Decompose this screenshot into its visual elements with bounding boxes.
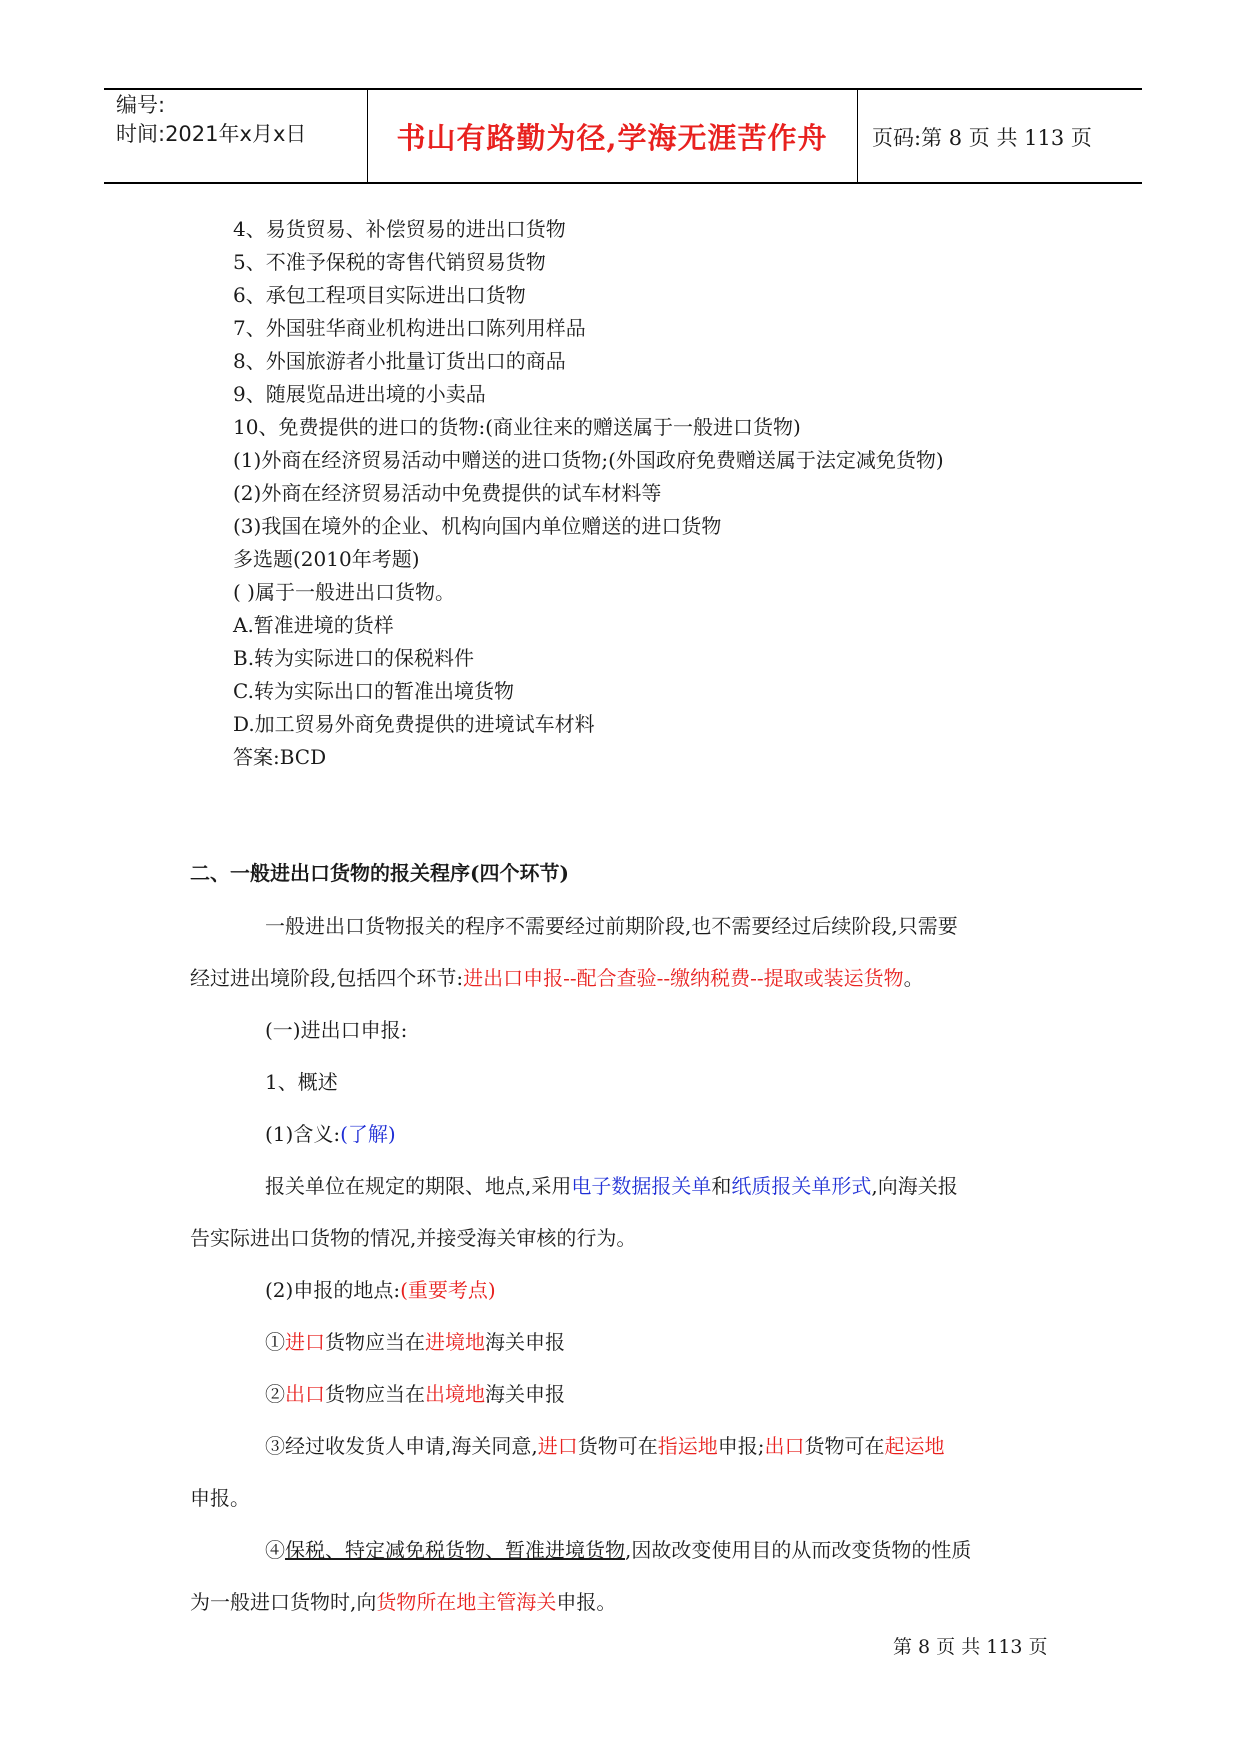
question-answer: 答案:BCD	[233, 745, 327, 769]
list-item: (2)外商在经济贸易活动中免费提供的试车材料等	[233, 481, 662, 505]
definition-highlight: 纸质报关单形式	[731, 1174, 872, 1198]
place-label-line	[265, 1274, 496, 1303]
place-item-3-cont: 申报。	[190, 1486, 250, 1510]
serial-label: 编号:	[116, 93, 166, 117]
definition-text: 和	[711, 1174, 732, 1198]
intro-line-1: 一般进出口货物报关的程序不需要经过前期阶段,也不需要经过后续阶段,只需要	[265, 914, 958, 938]
place-note: (重要考点)	[400, 1278, 496, 1302]
list-item: (3)我国在境外的企业、机构向国内单位赠送的进口货物	[233, 514, 722, 538]
point-title: 1、概述	[265, 1070, 338, 1094]
header-meta	[116, 91, 306, 149]
definition-text: ,向海关报	[871, 1174, 958, 1198]
place-highlight: 出口	[764, 1434, 805, 1458]
procedure-steps: 进出口申报--配合查验--缴纳税费--提取或装运货物	[463, 966, 904, 990]
place-text: ②	[265, 1382, 285, 1406]
place-highlight: 出口	[285, 1382, 325, 1406]
place-text: 货物应当在	[325, 1382, 425, 1406]
header-divider-right	[857, 89, 858, 183]
place-text: ③经过收发货人申请,海关同意,	[265, 1434, 538, 1458]
intro-line-2	[190, 962, 924, 991]
header-top-rule	[104, 88, 1142, 90]
definition-line-1	[265, 1170, 958, 1199]
definition-label: (1)含义:	[265, 1122, 341, 1146]
place-highlight: 出境地	[425, 1382, 485, 1406]
place-text: 申报;	[717, 1434, 765, 1458]
list-item: 5、不准予保税的寄售代销贸易货物	[233, 250, 546, 274]
place-text: 申报。	[556, 1590, 617, 1614]
place-label: (2)申报的地点:	[265, 1278, 401, 1302]
place-text: 货物可在	[804, 1434, 885, 1458]
section-heading: 二、一般进出口货物的报关程序(四个环节)	[190, 861, 569, 885]
place-highlight: 进口	[537, 1434, 578, 1458]
place-text: ①	[265, 1330, 285, 1354]
list-item: 8、外国旅游者小批量订货出口的商品	[233, 349, 566, 373]
list-item: 6、承包工程项目实际进出口货物	[233, 283, 526, 307]
list-item: 10、免费提供的进口的货物:(商业往来的赠送属于一般进口货物)	[233, 415, 801, 439]
place-text: 海关申报	[485, 1382, 565, 1406]
subsection-title: (一)进出口申报:	[265, 1018, 408, 1042]
place-underlined: 保税、特定减免税货物、暂准进境货物	[285, 1538, 625, 1562]
list-item: 7、外国驻华商业机构进出口陈列用样品	[233, 316, 586, 340]
place-item-3	[265, 1430, 944, 1459]
header-page-label: 页码:第 8 页 共 113 页	[872, 126, 1092, 150]
page-footer: 第 8 页 共 113 页	[893, 1636, 1048, 1658]
place-item-4-cont	[190, 1586, 616, 1615]
list-item: (1)外商在经济贸易活动中赠送的进口货物;(外国政府免费赠送属于法定减免货物)	[233, 448, 944, 472]
place-item-1	[265, 1326, 565, 1355]
place-item-4	[265, 1534, 971, 1563]
definition-note: (了解)	[340, 1122, 396, 1146]
list-item: 9、随展览品进出境的小卖品	[233, 382, 486, 406]
place-text: 为一般进口货物时,向	[190, 1590, 377, 1614]
place-highlight: 进口	[285, 1330, 325, 1354]
intro-line-2-suffix: 。	[903, 966, 924, 990]
place-text: 货物应当在	[325, 1330, 425, 1354]
place-item-2	[265, 1378, 565, 1407]
place-highlight: 起运地	[884, 1434, 945, 1458]
place-highlight: 指运地	[657, 1434, 718, 1458]
definition-line-2: 告实际进出口货物的情况,并接受海关审核的行为。	[190, 1226, 637, 1250]
place-highlight: 进境地	[425, 1330, 485, 1354]
question-option-b: B.转为实际进口的保税料件	[233, 646, 475, 670]
definition-label-line	[265, 1118, 396, 1147]
place-text: 海关申报	[485, 1330, 565, 1354]
question-type: 多选题(2010年考题)	[233, 547, 420, 571]
place-text: ④	[265, 1538, 285, 1562]
definition-highlight: 电子数据报关单	[571, 1174, 712, 1198]
header-bottom-rule	[104, 182, 1142, 184]
intro-line-2-prefix: 经过进出境阶段,包括四个环节:	[190, 966, 464, 990]
place-text: ,因故改变使用目的从而改变货物的性质	[625, 1538, 972, 1562]
place-text: 货物可在	[577, 1434, 658, 1458]
question-option-c: C.转为实际出口的暂准出境货物	[233, 679, 514, 703]
question-option-a: A.暂准进境的货样	[233, 613, 394, 637]
list-item: 4、易货贸易、补偿贸易的进出口货物	[233, 217, 566, 241]
definition-text: 报关单位在规定的期限、地点,采用	[265, 1174, 572, 1198]
question-stem: ( )属于一般进出口货物。	[233, 580, 455, 604]
header-motto: 书山有路勤为径,学海无涯苦作舟	[396, 121, 828, 155]
time-label: 时间:2021年x月x日	[116, 122, 307, 146]
question-option-d: D.加工贸易外商免费提供的进境试车材料	[233, 712, 595, 736]
place-highlight: 货物所在地主管海关	[376, 1590, 557, 1614]
